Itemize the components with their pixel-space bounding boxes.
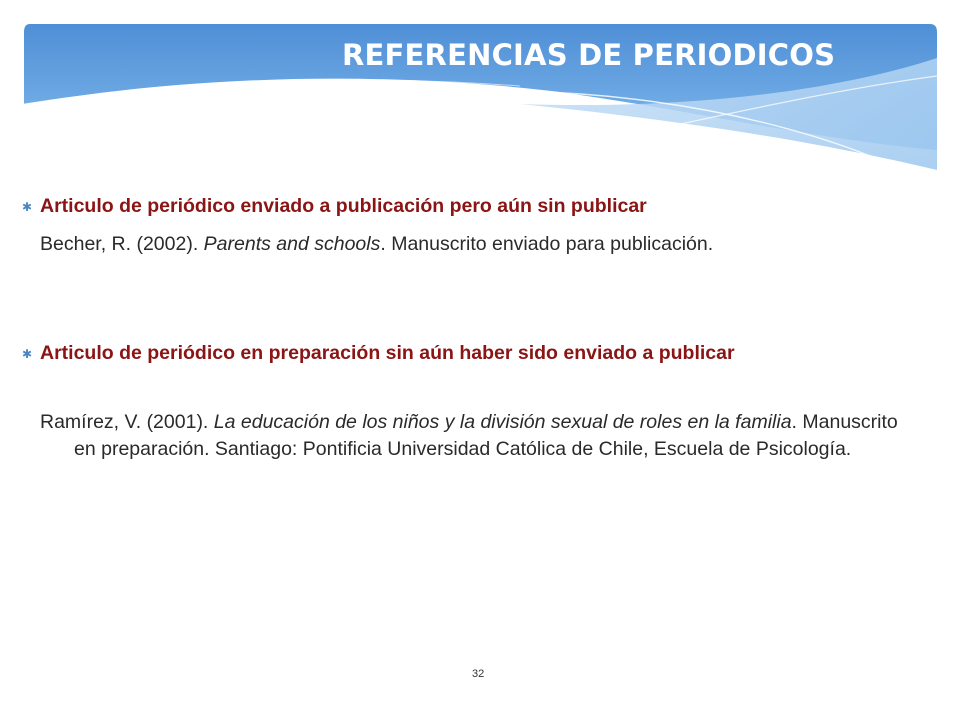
reference-title-2: La educación de los niños y la división sexual de roles en la familia [213, 411, 792, 433]
reference-author-1: Becher, R. (2002). [40, 233, 204, 255]
reference-author-2: Ramírez, V. (2001). [40, 411, 214, 433]
slide-title: REFERENCIAS DE PERIODICOS [342, 38, 836, 72]
reference-rest-2: . Manuscrito en preparación. Santiago: Pontificia Universidad Católica de Chile, Escuela de Psicología. [74, 411, 898, 460]
item-reference-2 [40, 409, 924, 463]
item-heading-2: Articulo de periódico en preparación sin aún haber sido enviado a publicar [40, 342, 735, 364]
reference-rest-1: . Manuscrito enviado para publicación. [380, 233, 714, 255]
page-number: 32 [472, 668, 485, 680]
item-reference-1 [40, 231, 897, 258]
asterisk-bullet-icon: ✱ [22, 200, 33, 214]
reference-title-1: Parents and schools [203, 233, 381, 255]
asterisk-bullet-icon: ✱ [22, 347, 33, 361]
item-heading-1: Articulo de periódico enviado a publicación pero aún sin publicar [40, 195, 647, 217]
